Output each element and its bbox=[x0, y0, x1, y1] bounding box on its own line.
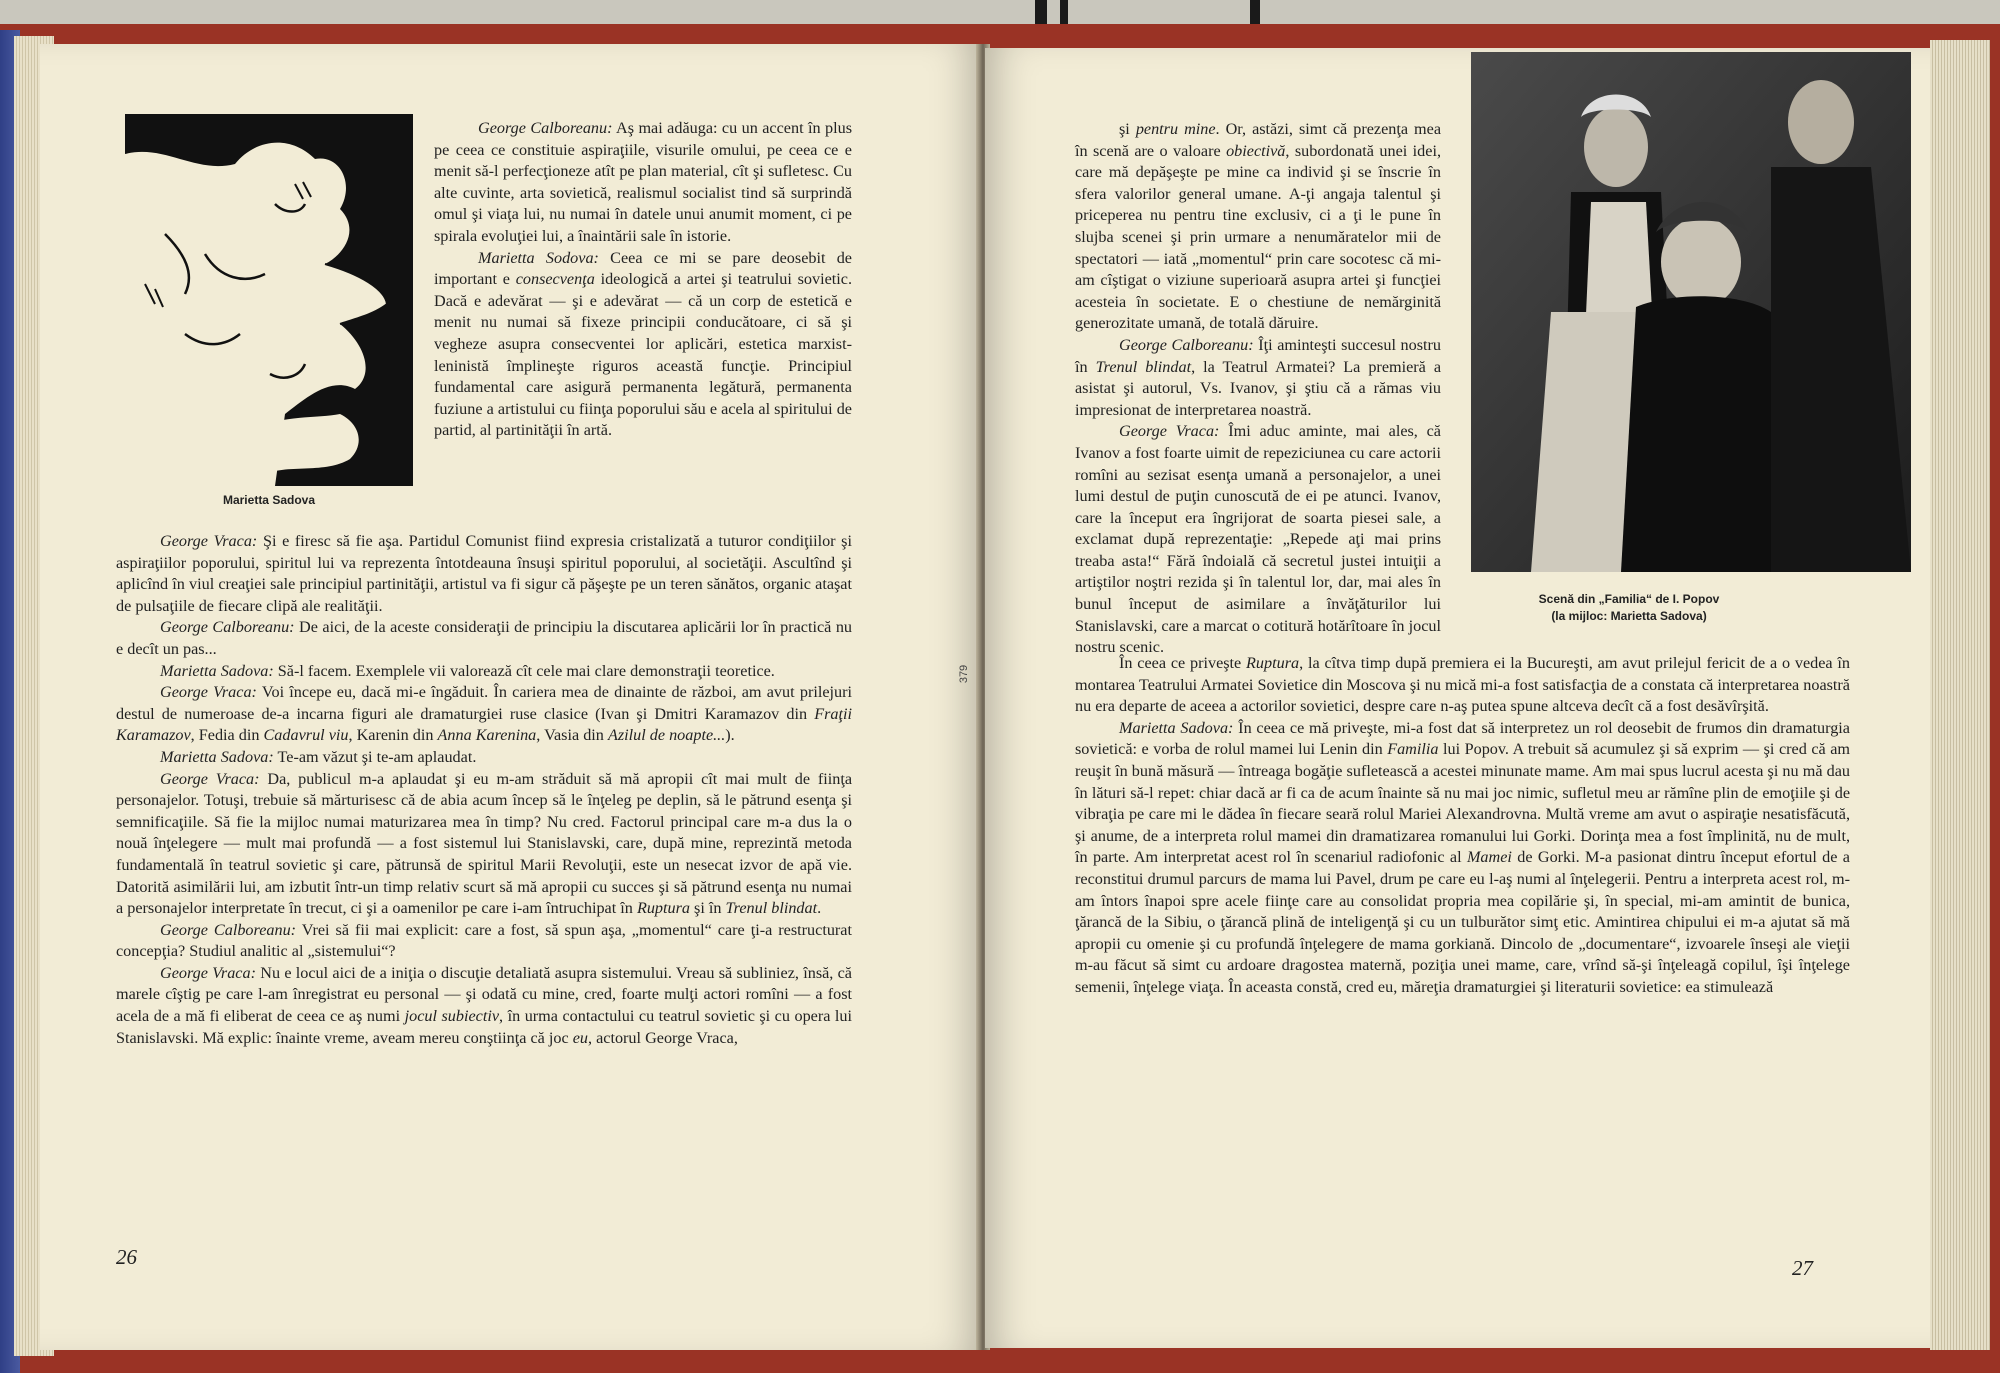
italic-text: Ruptura bbox=[1246, 654, 1300, 672]
photo-image bbox=[1471, 52, 1911, 572]
caricature-illustration bbox=[125, 114, 413, 486]
text-run: , subordonată unei idei, care mă depăşeşte pe mine ca individ şi se înscrie în sfera valorilor general umane. A-ţi angaja talentul şi priceperea nu pentru tine exclusiv, ci a ţi le pune în slujba scenei şi prin urmare a nenumăratelor mii de spectatori — iată „momentul“ prin care socotesc că mi-am cîştigat o viziune superioară asupra artei şi funcţiei acesteia în societate. E o chestiune de nemărginită generozitate umană, de totală dăruire. bbox=[1075, 141, 1441, 333]
speaker-name: George Calboreanu: bbox=[478, 119, 613, 137]
text-run: În ceea ce priveşte bbox=[1119, 654, 1247, 672]
text-run: De aici, de la aceste consideraţii de principiu la discutarea aplicării lor în practică nu e decît un pas... bbox=[116, 618, 853, 658]
speaker-name: George Vraca: bbox=[1119, 422, 1220, 441]
photo-caption-line1: Scenă din „Familia“ de I. Popov bbox=[1538, 592, 1720, 606]
italic-text: consecvenţa bbox=[515, 270, 595, 289]
paragraph bbox=[116, 661, 852, 683]
speaker-name: George Calboreanu: bbox=[1119, 335, 1254, 354]
italic-text: Familia bbox=[1387, 740, 1439, 759]
paragraph bbox=[116, 617, 852, 660]
right-body-text bbox=[1075, 653, 1850, 999]
speaker-name: George Calboreanu: bbox=[160, 618, 295, 637]
paragraph bbox=[1075, 335, 1441, 421]
text-run: . Or, astăzi, simt că prezenţa mea în scenă are o valoare bbox=[1075, 120, 1441, 160]
italic-text: eu bbox=[572, 1028, 588, 1047]
text-run: În ceea ce mă priveşte, mi-a fost dat să interpretez un rol deosebit de frumos din dramaturgia sovietică: e vorba de rolul mamei lui Lenin din bbox=[1075, 718, 1850, 759]
text-run: lui Popov. A trebuit să acumulez şi să exprim — şi cred că am reuşit în bună măsură — întreaga bogăţie sufletească a acestei minunate mame. Am mai spus lucrul acesta şi nu mă dau în lături să-l repet: chiar dacă ar fi ca de acum înainte să nu mai joc nimic, sufletul meu ar rămîne plin de emoţiile şi de vibraţia pe care mi le dădea în fiecare seară rolul Mariei Alexandrovna. Multă vreme am avut o aspiraţie nesatisfăcută, şi anume, de a interpreta rolul mamei din dramatizarea romanului lui Gorki. Dorinţa mea a fost împlinită, nu de mult, în parte. Am interpretat acest rol în scenariul radiofonic al bbox=[1075, 740, 1850, 867]
speaker-name: George Vraca: bbox=[160, 769, 260, 788]
text-run: , Karenin din bbox=[348, 726, 438, 745]
speaker-name: Marietta Sadova: bbox=[160, 661, 274, 680]
text-run: Să-l facem. Exemplele vii valorează cît cele mai clare demonstraţii teoretice. bbox=[273, 661, 775, 680]
gutter-mark: 379 bbox=[958, 664, 971, 684]
photo-caption-line2: (la mijloc: Marietta Sadova) bbox=[1551, 609, 1707, 623]
page-number-right: 27 bbox=[1792, 1256, 1813, 1280]
text-run: de Gorki. M-a pasionat dintru început efortul de a reconstitui drumul parcurs de mama lui Pavel, drum pe care eu l-aş numi al înţelegerii. Pentru a interpreta acest rol, m-am întors înapoi spre acele fiinţe care au consolidat propria mea copilărie şi, în special, mi-am amintit de bunica, ţărancă de la Sibiu, o ţărancă plină de inteligenţă şi cu un tulburător simţ etic. Amintirea chipului ei m-a ajutat să mă apropii cu omenie şi cu profundă înţelegere de mama gorkiană. Dincolo de „documentare“, izvoarele înseşi ale vieţii m-au făcut să simt cu ardoare dragostea maternă, poziţia unei mame, care, vrînd să-şi înţeleagă copilul, îşi înţelege semenii, înţelege viaţa. În aceasta constă, cred eu, măreţia dramaturgiei şi literaturii sovietice: ea stimulează bbox=[1075, 848, 1850, 996]
text-run: ideologică a artei şi teatrului sovietic. Dacă e adevărat — şi e adevărat — că un corp de estetică e menit nu numai să fixeze principii conducătoare, ci să şi vegheze asupra consecventei lor aplicări, estetica marxist-leninistă împlineşte riguros această funcţie. Principiul fundamental care asigură permanenta legătură, permanenta fuziune a artistului cu fiinţa poporului său e acela al spiritului de partid, al partinităţii în artă. bbox=[434, 270, 853, 440]
text-run: Aş mai adăuga: cu un accent în plus pe ceea ce constituie aspiraţiile, visurile omului, pe ceea ce e menit să-l perfecţioneze atît pe plan material, cît şi sufletesc. Cu alte cuvinte, arta sovietică, realismul socialist tind să surprindă omul şi viaţa lui, nu numai în datele unui anumit moment, ci pe spirala evoluţiei lui, a înaintării sale în istorie. bbox=[434, 119, 853, 245]
text-run: , Vasia din bbox=[536, 726, 608, 745]
paragraph bbox=[434, 118, 852, 248]
paragraph bbox=[1075, 119, 1441, 335]
text-run: şi în bbox=[690, 899, 726, 918]
italic-text: Mamei bbox=[1466, 848, 1512, 867]
speaker-name: Marietta Sodova: bbox=[478, 248, 599, 267]
paragraph bbox=[1075, 718, 1850, 999]
text-run: Nu e locul aici de a iniţia o discuţie detaliată asupra sistemului. Vreau să subliniez, însă, că marele cîştig pe care l-am înregistrat eu personal — şi odată cu mine, cred, foarte mulţi actori romîni — a fost acela de a mă fi eliberat de ceea ce aş numi bbox=[116, 963, 852, 1026]
speaker-name: Marietta Sadova: bbox=[160, 747, 274, 766]
paragraph bbox=[116, 682, 852, 747]
paragraph bbox=[116, 747, 852, 769]
speaker-name: George Vraca: bbox=[160, 683, 257, 702]
italic-text: Ruptura bbox=[636, 899, 690, 918]
speaker-name: George Vraca: bbox=[160, 532, 258, 550]
paragraph bbox=[1075, 653, 1850, 718]
left-body-text bbox=[116, 531, 852, 1049]
text-run: Ceea ce mi se pare deosebit de important e bbox=[434, 248, 852, 289]
speaker-name: George Calboreanu: bbox=[160, 920, 297, 939]
text-run: Voi începe eu, dacă mi-e îngăduit. În cariera mea de dinainte de război, am avut prilejuri destul de numeroase de-a incarna figuri ale dramaturgiei ruse clasice (Ivan şi Dmitri Karamazov din bbox=[116, 683, 852, 723]
italic-text: obiectivă bbox=[1226, 141, 1286, 160]
left-column-top bbox=[434, 118, 852, 442]
right-column-top bbox=[1075, 119, 1441, 659]
text-run: , în urma contactului cu teatrul sovietic şi cu opera lui Stanislavski. Mă explic: înainte vreme, aveam mereu conştiinţa că joc bbox=[116, 1007, 853, 1047]
italic-text: pentru mine bbox=[1135, 120, 1216, 138]
illustration-caption: Marietta Sadova bbox=[222, 493, 316, 507]
paragraph bbox=[434, 248, 852, 442]
italic-text: Azilul de noapte... bbox=[607, 726, 726, 745]
photo-caption bbox=[1498, 591, 1760, 625]
theater-scene-photo bbox=[1471, 52, 1911, 572]
text-run: Da, publicul m-a aplaudat şi eu m-am străduit să mă apropii cît mai mult de fiinţa personajelor. Totuşi, trebuie să mărturisesc că de abia acum încep să le înţeleg pe deplin, să le pătrund esenţa şi semnificaţiile. Să fie la mijloc numai maturizarea mea în timp? Nu cred. Factorul principal care m-a dus la o nouă înţelegere — mult mai profundă — a fost sistemul lui Stanislavski, care, după mine, reprezintă metoda fundamentală în teatrul sovietic şi care, pătrunsă de spiritul Marii Revoluţii, este un nesecat izvor de apă vie. Datorită asimilării lui, am izbutit într-un timp relativ scurt să mă apropii cu succes şi să pătrund esenţa nu numai a personajelor interpretate în trecut, ci şi a oamenilor pe care i-am întruchipat în bbox=[116, 769, 853, 918]
text-run: şi bbox=[1119, 120, 1136, 138]
text-run: Vrei să fii mai explicit: care a fost, să spun aşa, „momentul“ care ţi-a restructurat concepţia? Studiul analitic al „sistemului“? bbox=[116, 920, 852, 961]
speaker-name: George Vraca: bbox=[160, 963, 256, 982]
italic-text: Anna Karenina bbox=[437, 726, 537, 745]
text-run: , actorul George Vraca, bbox=[587, 1028, 738, 1047]
italic-text: jocul subiectiv bbox=[404, 1007, 500, 1026]
paragraph bbox=[116, 769, 852, 920]
text-run: Îţi aminteşti succesul nostru în bbox=[1075, 335, 1441, 376]
italic-text: Cadavrul viu bbox=[263, 726, 349, 745]
caricature-drawing bbox=[125, 114, 413, 486]
text-run: , la cîtva timp după premiera ei la Bucureşti, am avut prilejul fericit de a o vedea în montarea Teatrului Armatei Sovietice din Moscova şi nu mică mi-a fost satisfacţia de a constata că interpretarea noastră nu era departe de aceea a actorilor sovietici, despre care n-aş putea spune altceva decît că a fost desăvîrşită. bbox=[1075, 654, 1850, 716]
text-run: . bbox=[817, 899, 822, 918]
paragraph bbox=[116, 920, 852, 963]
page-number-left: 26 bbox=[116, 1245, 137, 1269]
paragraph bbox=[1075, 421, 1441, 659]
text-run: ). bbox=[725, 726, 735, 745]
text-run: , la Teatrul Armatei? La premieră a asistat şi autorul, Vs. Ivanov, şi ştiu că a rămas viu impresionat de interpretarea noastră. bbox=[1075, 357, 1441, 419]
italic-text: Trenul blindat bbox=[1095, 357, 1192, 376]
text-run: Şi e firesc să fie aşa. Partidul Comunist fiind expresia cristalizată a tuturor condiţiilor şi aspiraţiilor poporului, spiritul lui va reprezenta întotdeauna însuşi spiritul poporului, al societăţii. Ascultînd şi aplicînd în viul creaţiei sale principiul partinităţii, artistul va fi sigur că păşeşte pe un teren sănătos, organic ataşat de pulsaţiile de fiecare clipă ale realităţii. bbox=[116, 532, 852, 615]
italic-text: Fraţii Karamazov bbox=[116, 704, 852, 745]
text-run: , Fedia din bbox=[190, 726, 264, 745]
speaker-name: Marietta Sadova: bbox=[1119, 718, 1234, 737]
paragraph bbox=[116, 531, 852, 617]
text-run: Îmi aduc aminte, mai ales, că Ivanov a fost foarte uimit de repeziciunea cu care actorii romîni au sezisat esenţa umană a personajelor, a unei lumi destul de puţin cunoscută de ei pe atunci. Ivanov, care la început era îngrijorat de soarta piesei sale, a exclamat după reprezentaţie: „Repede aţi mai prins treaba asta!“ Fără îndoială că secretul justei intuiţii a artiştilor noştri rezida şi în talentul lor, dar, mai ales în bunul început de asimilare a învăţăturilor lui Stanislavski, care a marcat o cotitură hotărîtoare în jocul nostru scenic. bbox=[1075, 422, 1441, 657]
paragraph bbox=[116, 963, 852, 1049]
italic-text: Trenul blindat bbox=[725, 899, 818, 918]
page-edges-right bbox=[1930, 40, 1990, 1350]
text-run: Te-am văzut şi te-am aplaudat. bbox=[273, 747, 477, 766]
